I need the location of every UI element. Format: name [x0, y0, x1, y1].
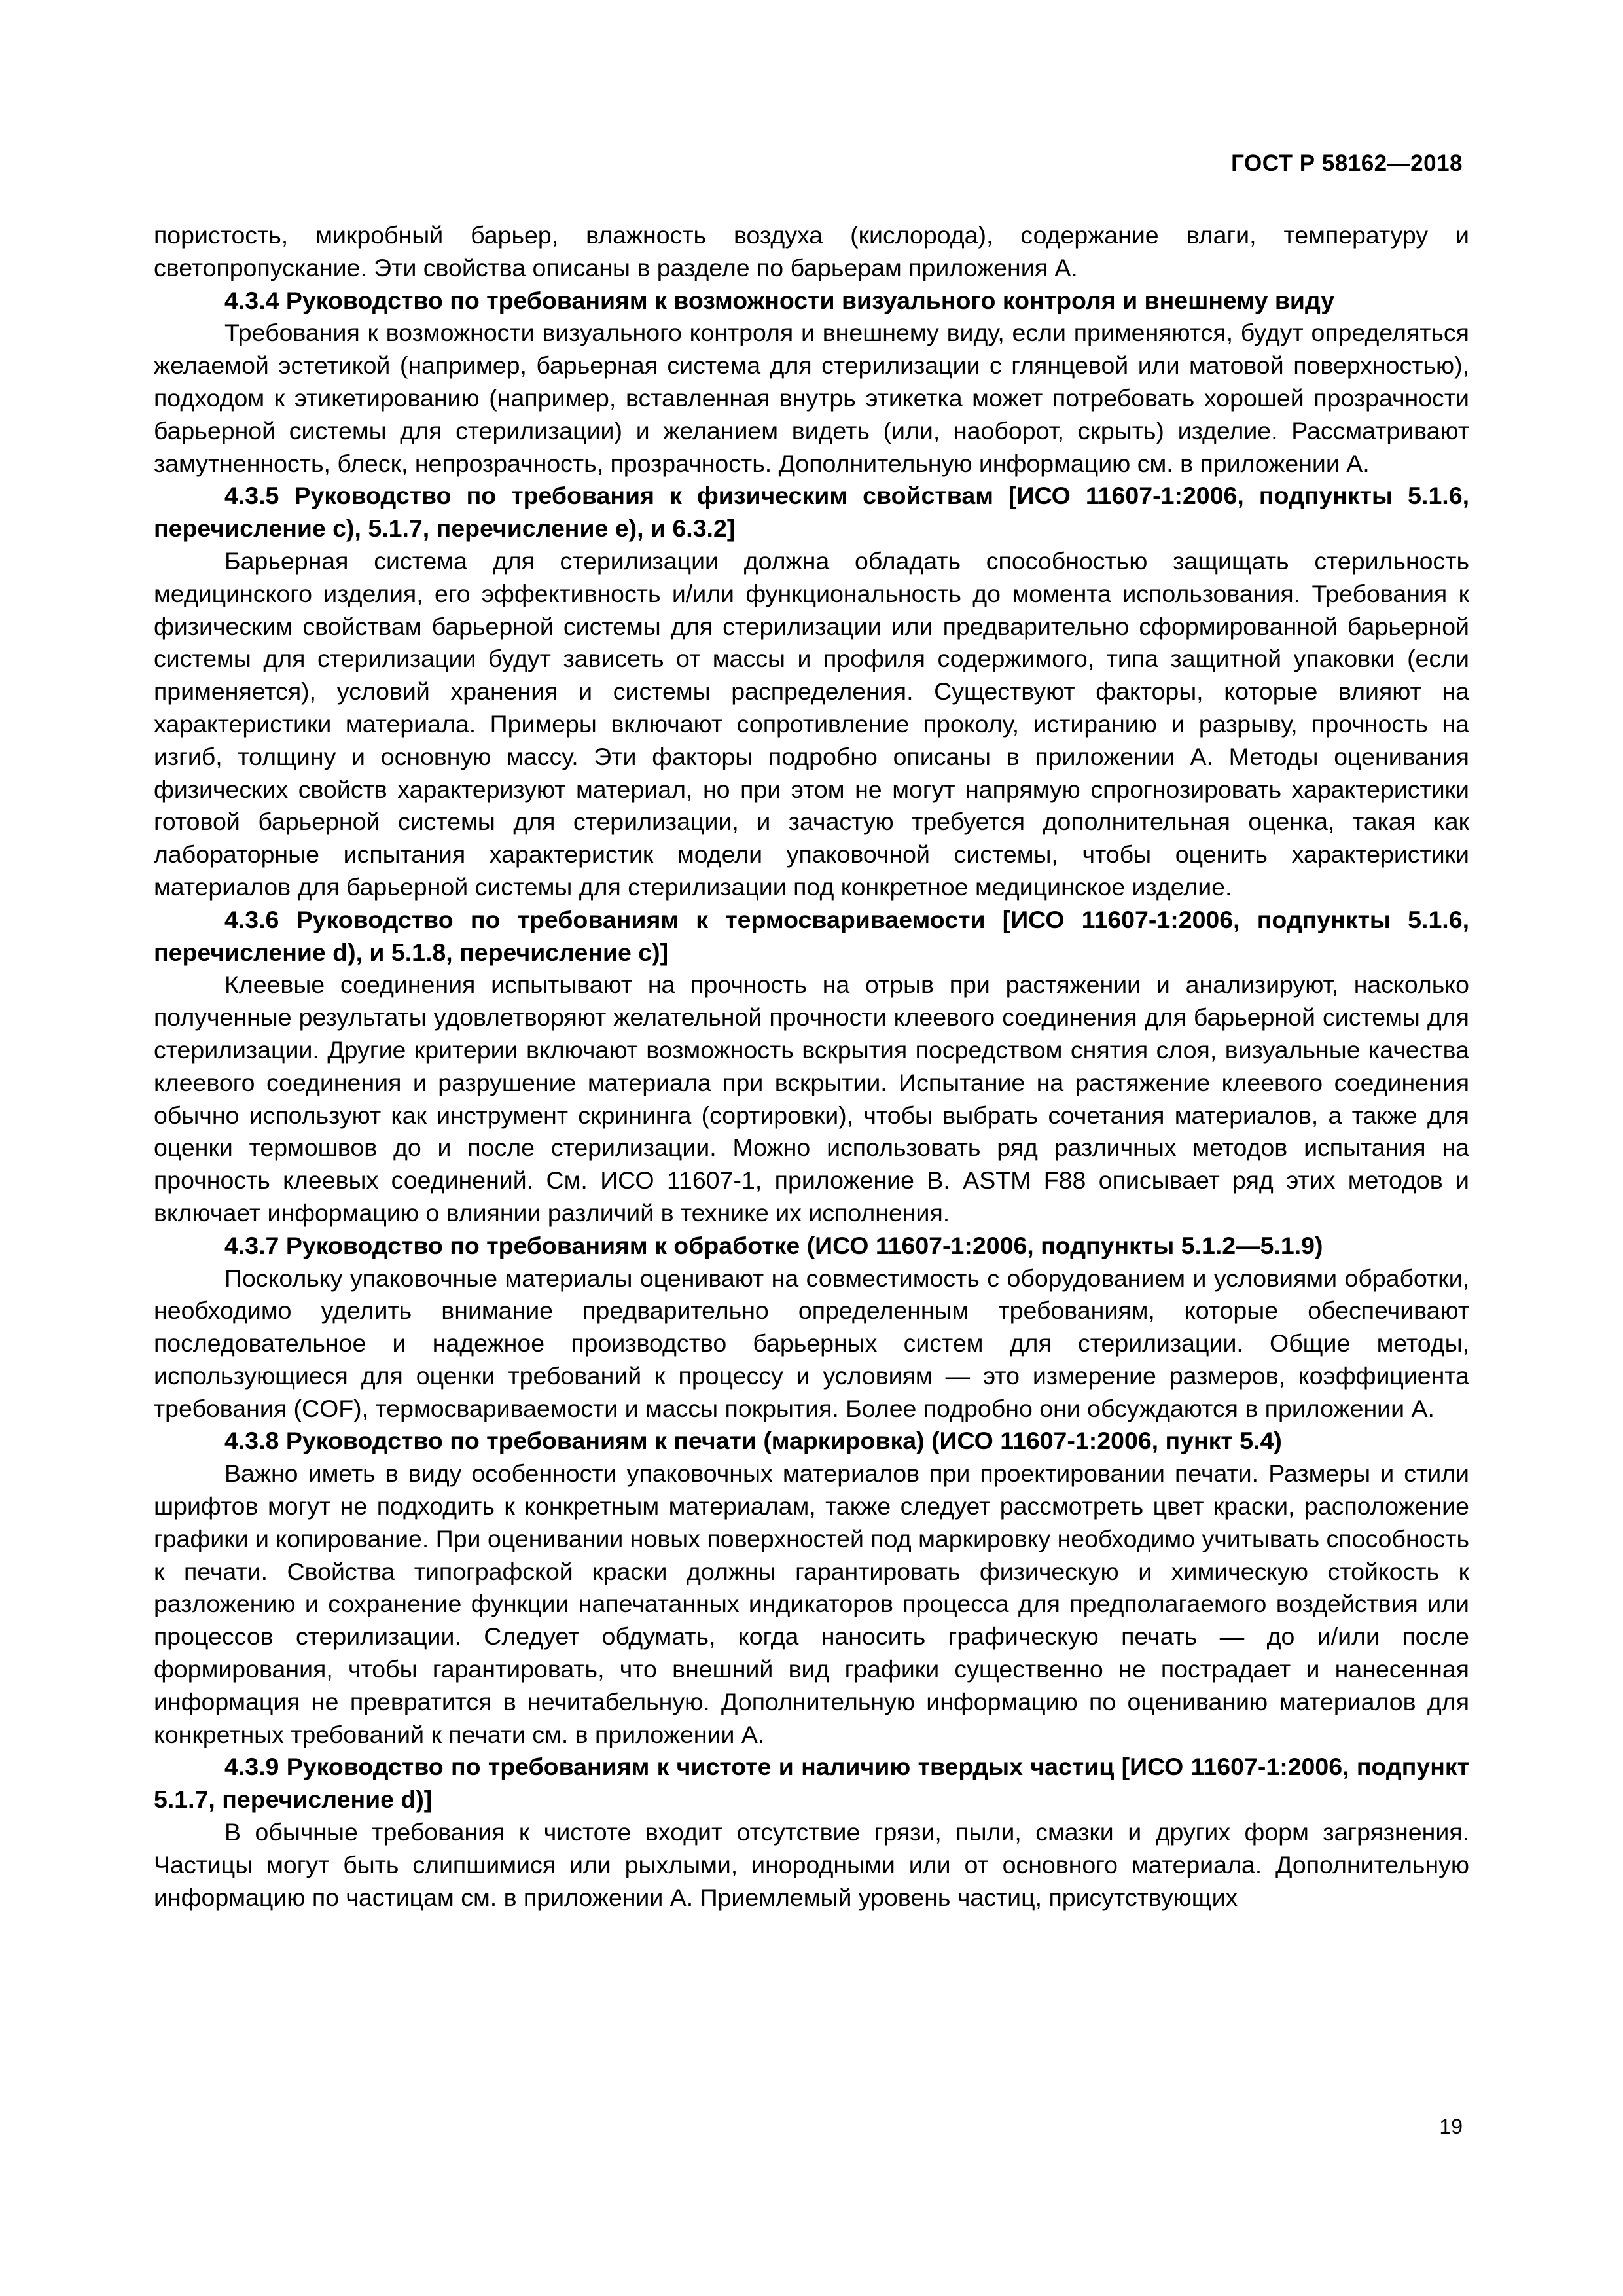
paragraph-4-3-6: Клеевые соединения испытывают на прочность на отрыв при растяжении и анализируют, насколько полученные результаты удовлетворяют желательной прочности клеевого соединения для барьерной системы для стерилизации. Другие критерии включают возможность вскрытия посредством снятия слоя, визуальные качества клеевого соединения и разрушение материала при вскрытии. Испытание на растяжение клеевого соединения обычно используют как инструмент скрининга (сортировки), чтобы выбрать сочетания материалов, а также для оценки термошвов до и после стерилизации. Можно использовать ряд различных методов испытания на прочность клеевых соединений. См. ИСО 11607-1, приложение В. ASTM F88 описывает ряд этих методов и включает информацию о влиянии различий в технике их исполнения.	[154, 971, 1469, 1227]
section-heading-4-3-8: 4.3.8 Руководство по требованиям к печати (маркировка) (ИСО 11607-1:2006, пункт 5.4)	[224, 1427, 1282, 1455]
section-heading-4-3-9: 4.3.9 Руководство по требованиям к чистоте и наличию твердых частиц [ИСО 11607-1:2006, подпункт 5.1.7, перечисление d)]	[154, 1753, 1469, 1814]
paragraph-4-3-4: Требования к возможности визуального контроля и внешнему виду, если применяются, будут определяться желаемой эстетикой (например, барьерная система для стерилизации с глянцевой или матовой поверхностью), подходом к этикетированию (например, вставленная внутрь этикетка может потребовать хорошей прозрачности барьерной системы для стерилизации) и желанием видеть (или, наоборот, скрыть) изделие. Рассматривают замутненность, блеск, непрозрачность, прозрачность. Дополнительную информацию см. в приложении А.	[154, 319, 1469, 477]
paragraph-4-3-5: Барьерная система для стерилизации должна обладать способностью защищать стерильность медицинского изделия, его эффективность и/или функциональность до момента использования. Требования к физическим свойствам барьерной системы для стерилизации или предварительно сформированной барьерной системы для стерилизации будут зависеть от массы и профиля содержимого, типа защитной упаковки (если применяется), условий хранения и системы распределения. Существуют факторы, которые влияют на характеристики материала. Примеры включают сопротивление проколу, истиранию и разрыву, прочность на изгиб, толщину и основную массу. Эти факторы подробно описаны в приложении А. Методы оценивания физических свойств характеризуют материал, но при этом не могут напрямую спрогнозировать характеристики готовой барьерной системы для стерилизации, и зачастую требуется дополнительная оценка, такая как лабораторные испытания характеристик модели упаковочной системы, чтобы оценить характеристики материалов для барьерной системы для стерилизации под конкретное медицинское изделие.	[154, 547, 1469, 901]
page-number: 19	[1439, 2115, 1463, 2138]
document-code: ГОСТ Р 58162—2018	[1231, 151, 1463, 176]
section-heading-4-3-7: 4.3.7 Руководство по требованиям к обработке (ИСО 11607-1:2006, подпункты 5.1.2—5.1.9)	[224, 1231, 1323, 1259]
document-body	[154, 219, 1469, 1914]
paragraph-4-3-7: Поскольку упаковочные материалы оценивают на совместимость с оборудованием и условиями обработки, необходимо уделить внимание предварительно определенным требованиям, которые обеспечивают последовательное и надежное производство барьерных систем для стерилизации. Общие методы, использующиеся для оценки требований к процессу и условиям — это измерение размеров, коэффициента требования (COF), термосвариваемости и массы покрытия. Более подробно они обсуждаются в приложении А.	[154, 1264, 1469, 1422]
section-heading-4-3-4: 4.3.4 Руководство по требованиям к возможности визуального контроля и внешнему виду	[224, 286, 1335, 314]
section-heading-4-3-6: 4.3.6 Руководство по требованиям к термосвариваемости [ИСО 11607-1:2006, подпункты 5.1.6, перечисление d), и 5.1.8, перечисление с)]	[154, 905, 1469, 966]
paragraph-continuation: пористость, микробный барьер, влажность воздуха (кислорода), содержание влаги, температуру и светопропускание. Эти свойства описаны в разделе по барьерам приложения А.	[154, 221, 1469, 281]
section-heading-4-3-5: 4.3.5 Руководство по требования к физическим свойствам [ИСО 11607-1:2006, подпункты 5.1.6, перечисление с), 5.1.7, перечисление е), и 6.3.2]	[154, 482, 1469, 543]
paragraph-4-3-9: В обычные требования к чистоте входит отсутствие грязи, пыли, смазки и других форм загрязнения. Частицы могут быть слипшимися или рыхлыми, инородными или от основного материала. Дополнительную информацию по частицам см. в приложении А. Приемлемый уровень частиц, присутствующих	[154, 1818, 1469, 1911]
paragraph-4-3-8: Важно иметь в виду особенности упаковочных материалов при проектировании печати. Размеры и стили шрифтов могут не подходить к конкретным материалам, также следует рассмотреть цвет краски, расположение графики и копирование. При оценивании новых поверхностей под маркировку необходимо учитывать способность к печати. Свойства типографской краски должны гарантировать физическую и химическую стойкость к разложению и сохранение функции напечатанных индикаторов процесса для предполагаемого воздействия или процессов стерилизации. Следует обдумать, когда наносить графическую печать — до и/или после формирования, чтобы гарантировать, что внешний вид графики существенно не пострадает и нанесенная информация не превратится в нечитабельную. Дополнительную информацию по оцениванию материалов для конкретных требований к печати см. в приложении А.	[154, 1460, 1469, 1748]
